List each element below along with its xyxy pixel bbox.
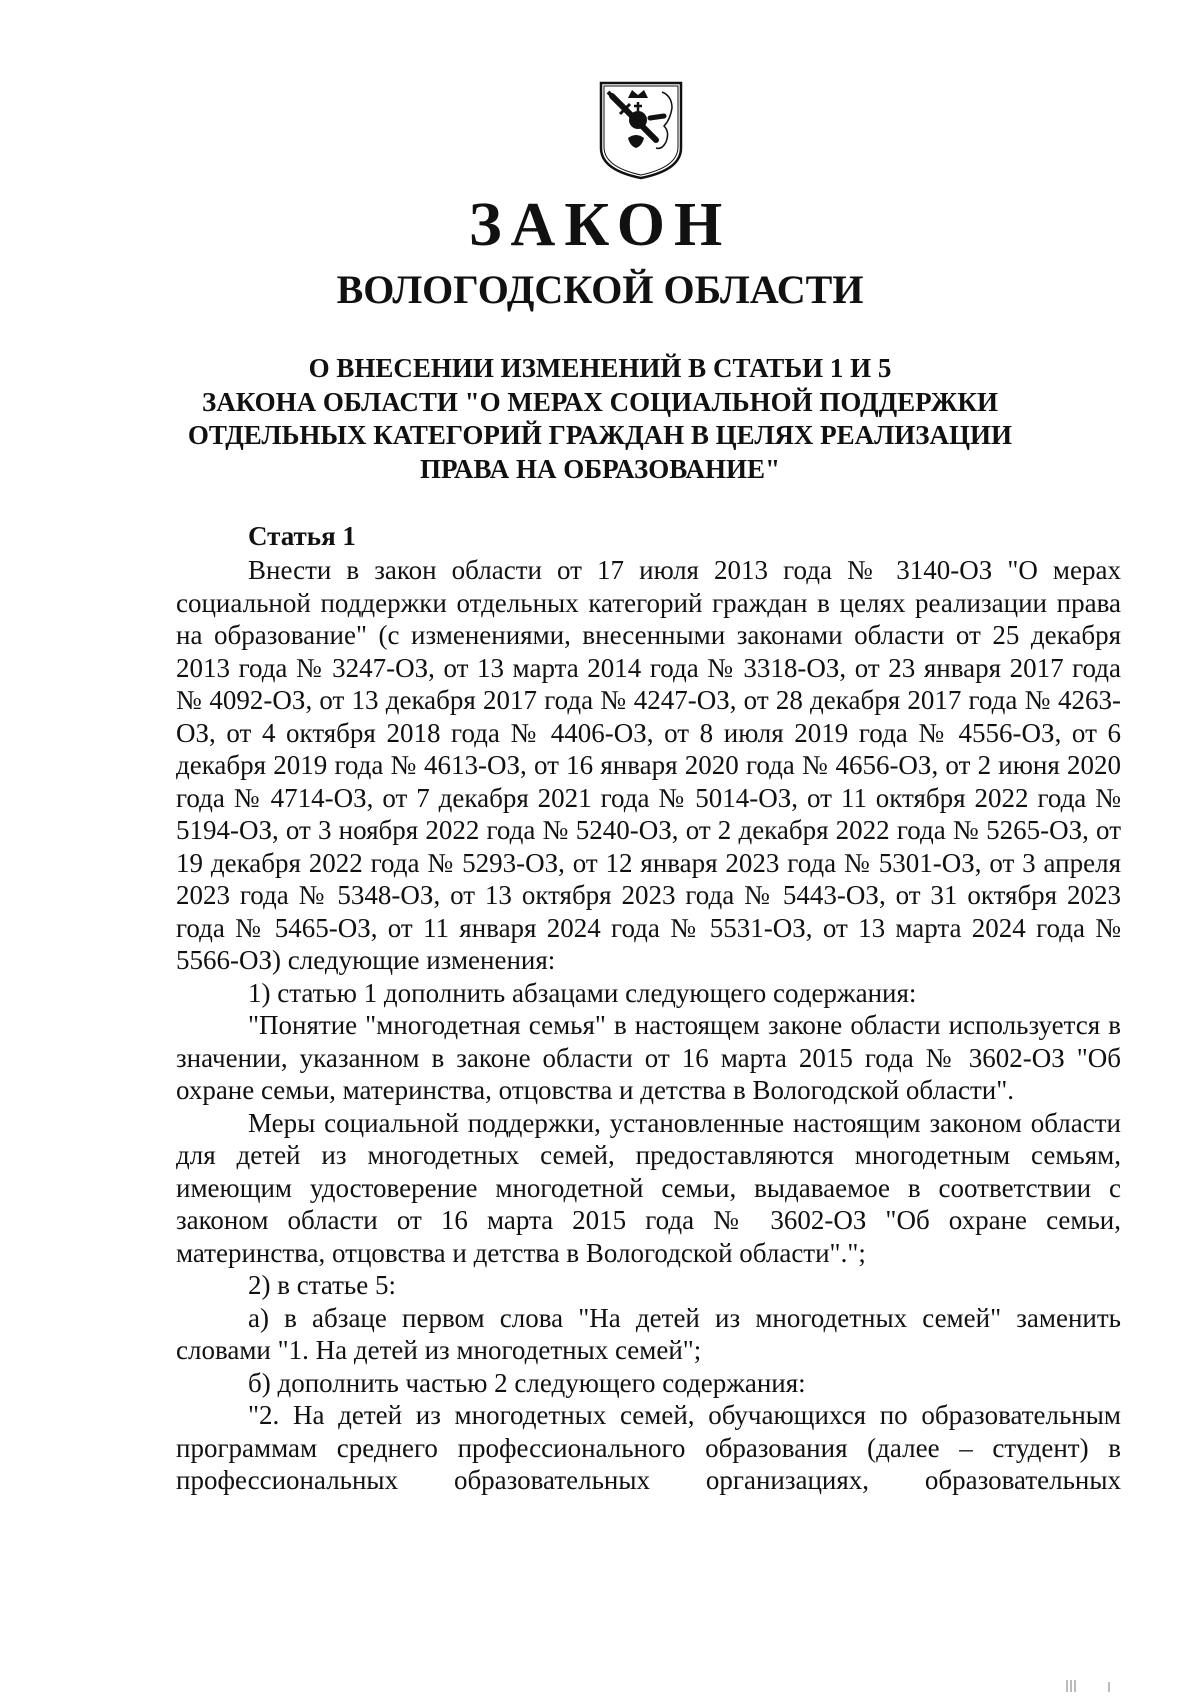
article-paragraph: б) дополнить частью 2 следующего содержания: [248,1367,806,1398]
article-body [176,554,1121,1497]
coat-of-arms-emblem [598,80,684,180]
law-region: ВОЛОГОДСКОЙ ОБЛАСТИ [336,267,864,312]
subject-line: ПРАВА НА ОБРАЗОВАНИЕ" [419,453,781,484]
subject-line: О ВНЕСЕНИИ ИЗМЕНЕНИЙ В СТАТЬИ 1 И 5 [308,353,892,383]
law-title: ЗАКОН [468,191,732,259]
article-paragraph: Меры социальной поддержки, установленные настоящим законом области для детей из многодетных семей, предоставляются многодетным семьям, имеющим удостоверение многодетной семьи, выдаваемое в соответствии с законом области от 16 марта 2015 года № 3602-ОЗ "Об охране семьи, материнства, отцовства и детства в Вологодской области"."; [176,1107,1121,1268]
vologda-coat-of-arms-icon [598,80,684,180]
article-paragraph: 1) статью 1 дополнить абзацами следующего содержания: [248,977,917,1008]
law-subject-title [150,352,1050,486]
article-paragraph: "Понятие "многодетная семья" в настоящем законе области используется в значении, указанном в законе области от 16 марта 2015 года № 3602-ОЗ "Об охране семьи, материнства, отцовства и детства в Вологодской области". [176,1010,1121,1105]
article-paragraph: а) в абзаце первом слова "На детей из многодетных семей" заменить словами "1. На детей из многодетных семей"; [176,1302,1121,1365]
article-paragraph: Внести в закон области от 17 июля 2013 года № 3140-ОЗ "О мерах социальной поддержки отдельных категорий граждан в целях реализации права на образование" (с изменениями, внесенными законами области от 25 декабря 2013 года № 3247-ОЗ, от 13 марта 2014 года № 3318-ОЗ, от 23 января 2017 года № 4092-ОЗ, от 13 декабря 2017 года № 4247-ОЗ, от 28 декабря 2017 года № 4263-ОЗ, от 4 октября 2018 года № 4406-ОЗ, от 8 июля 2019 года № 4556-ОЗ, от 6 декабря 2019 года № 4613-ОЗ, от 16 января 2020 года № 4656-ОЗ, от 2 июня 2020 года № 4714-ОЗ, от 7 декабря 2021 года № 5014-ОЗ, от 11 октября 2022 года № 5194-ОЗ, от 3 ноября 2022 года № 5240-ОЗ, от 2 декабря 2022 года № 5265-ОЗ, от 19 декабря 2022 года № 5293-ОЗ, от 12 января 2023 года № 5301-ОЗ, от 3 апреля 2023 года № 5348-ОЗ, от 13 октября 2023 года № 5443-ОЗ, от 31 октября 2023 года № 5465-ОЗ, от 11 января 2024 года № 5531-ОЗ, от 13 марта 2024 года № 5566-ОЗ) следующие изменения: [176,555,1121,975]
subject-line: ЗАКОНА ОБЛАСТИ "О МЕРАХ СОЦИАЛЬНОЙ ПОДДЕРЖКИ [202,386,998,417]
subject-line: ОТДЕЛЬНЫХ КАТЕГОРИЙ ГРАЖДАН В ЦЕЛЯХ РЕАЛИЗАЦИИ [187,420,1013,450]
article-paragraph: 2) в статье 5: [248,1270,396,1300]
article-heading: Статья 1 [248,521,356,551]
article-paragraph: "2. На детей из многодетных семей, обучающихся по образовательным программам среднего профессионального образования (далее – студент) в профессиональных образовательных организациях, образовательных [176,1400,1121,1495]
scan-edge-marks [1065,1680,1113,1692]
